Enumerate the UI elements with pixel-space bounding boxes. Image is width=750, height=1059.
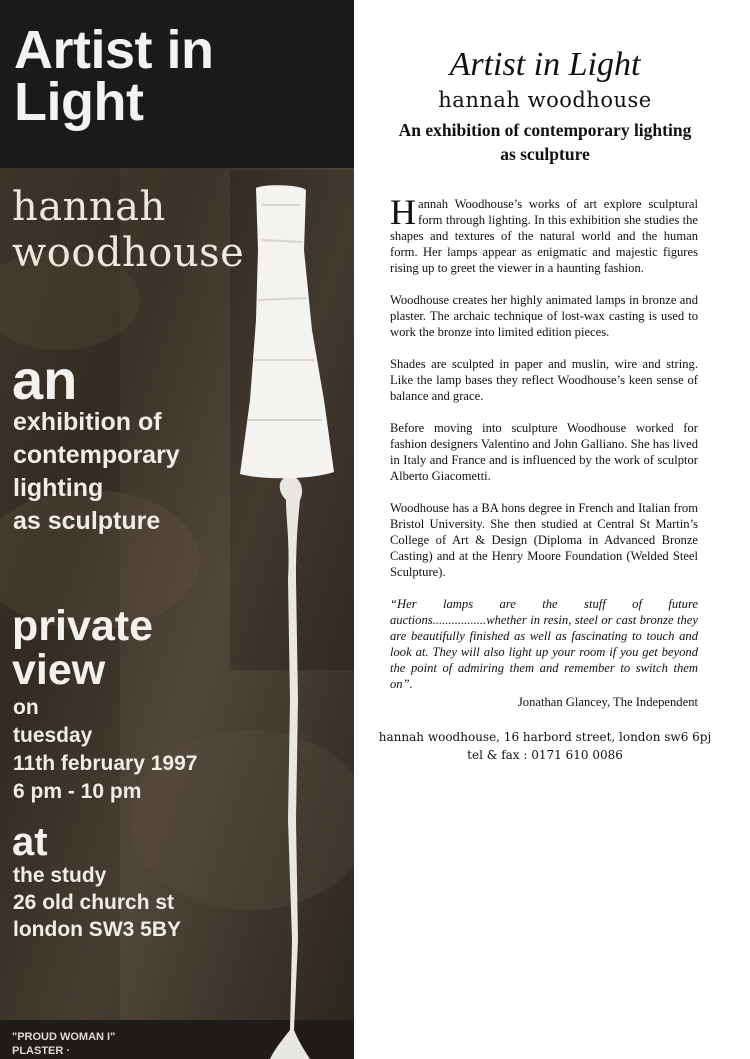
drop-cap: H	[390, 192, 416, 232]
document-subtitle: An exhibition of contemporary lighting as sculpture	[398, 120, 692, 164]
paragraph-background: Before moving into sculpture Woodhouse worked for fashion designers Valentino and John Galliano. She has lived in Italy and France and is influenced by the work of sculptor Alberto Giacometti.	[390, 421, 698, 483]
paragraph-shades: Shades are sculpted in paper and muslin, wire and string. Like the lamp bases they reflect Woodhouse’s keen sense of balance and grace.	[390, 357, 698, 403]
paragraph-education: Woodhouse has a BA hons degree in French and Italian from Bristol University. She then studied at Central St Martin’s College of Art & Design (Diploma in Advanced Bronze Casting) and at the Henry Moore Foundation (Welded Steel Sculpture).	[390, 501, 698, 579]
contact-address: hannah woodhouse, 16 harbord street, london sw6 6pj tel & fax : 0171 610 0086	[378, 730, 712, 762]
paragraph-intro: Hannah Woodhouse’s works of art explore sculptural form through lighting. In this exhibition she studies the shapes and textures of the natural world and the human form. Her lamps appear as enigmatic and majestic figures rising up to greet the viewer in a haunting fashion.	[390, 192, 698, 275]
exhibition-poster	[0, 0, 354, 1059]
poster-tagline: exhibition of contemporary lighting as sculpture	[13, 408, 180, 535]
press-release	[354, 0, 750, 1059]
poster-title: Artist in Light	[14, 20, 214, 132]
poster-private-view: private view	[12, 602, 154, 694]
poster-venue: the study 26 old church st london SW3 5BY	[13, 864, 181, 941]
quote-attribution: Jonathan Glancey, The Independent	[517, 695, 698, 709]
poster-at: at	[12, 820, 48, 864]
press-quote: “Her lamps are the stuff of future auctions.................whether in resin, steel or cast bronze they are beautifully finished as well as fascinating to touch and look at. They will also light up your room if you get beyond the point of admiring them and remember to switch them on”.	[390, 597, 698, 691]
poster-date-time: on tuesday 11th february 1997 6 pm - 10 pm	[13, 696, 198, 803]
poster-artist-name: hannah woodhouse	[12, 184, 245, 276]
document-title: Artist in Light	[449, 46, 641, 83]
paragraph-technique: Woodhouse creates her highly animated lamps in bronze and plaster. The archaic technique of lost-wax casting is used to work the bronze into limited edition pieces.	[390, 293, 698, 339]
poster-an: an	[12, 348, 78, 411]
document-body	[390, 192, 698, 710]
poster-artwork-caption: "PROUD WOMAN I" PLASTER ·	[12, 1031, 116, 1057]
artist-name: hannah woodhouse	[438, 88, 652, 112]
